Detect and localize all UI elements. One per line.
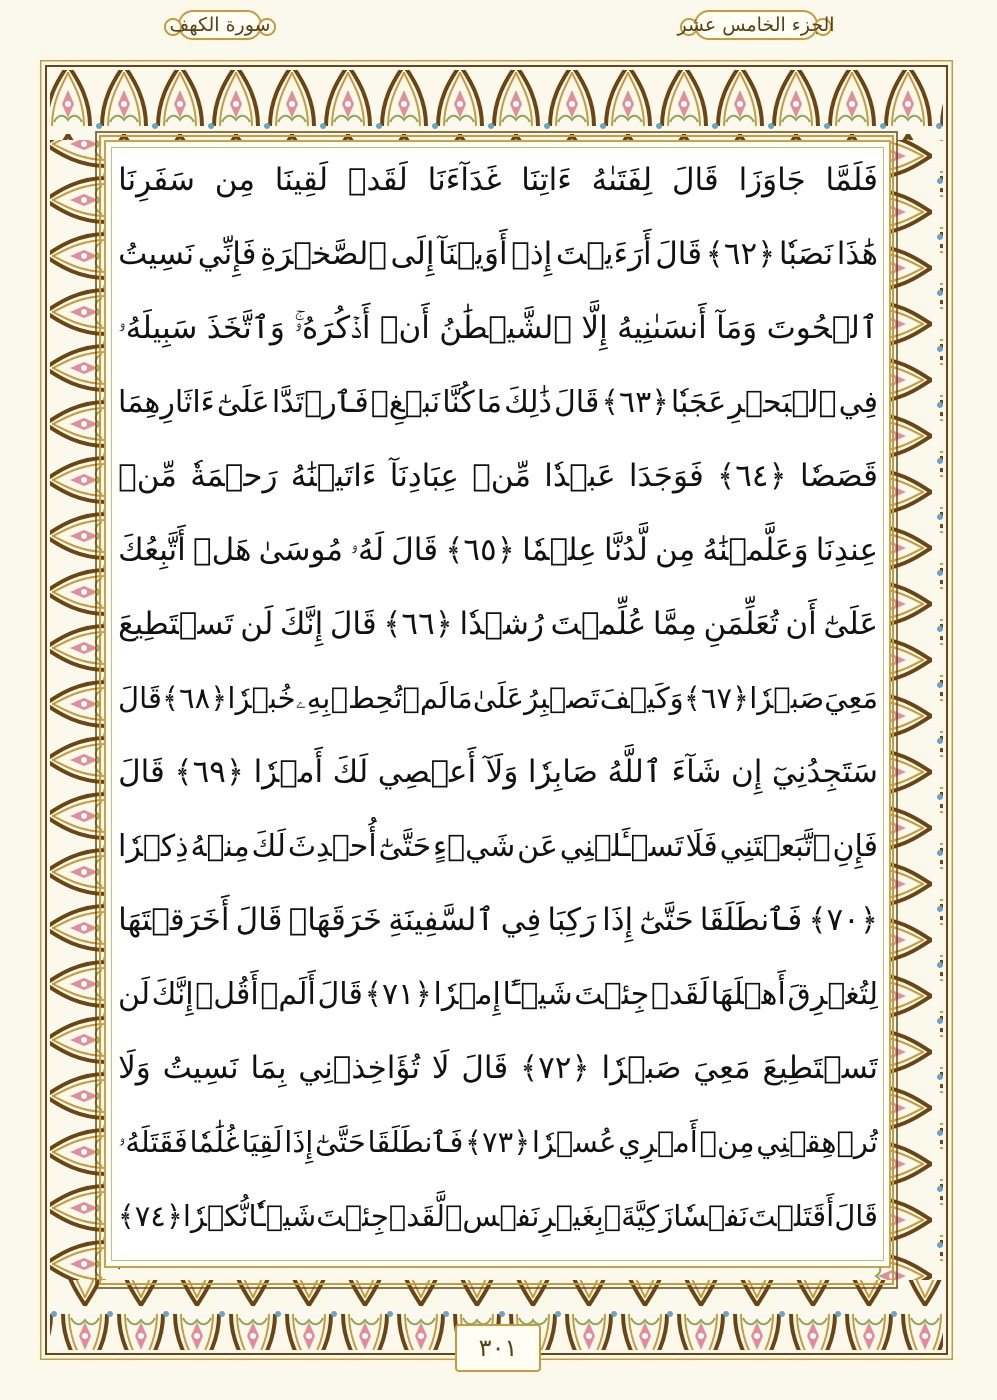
verse-word: تَسۡتَطِيعَ — [762, 1050, 878, 1086]
verse-word: وَعَلَّمۡنَٰهُ — [702, 532, 809, 568]
verse-word: شَيۡـٔٗا — [248, 1199, 317, 1233]
verse-word: صَابِرٗا — [527, 754, 598, 790]
verse-word: أَلَمۡ — [260, 976, 316, 1012]
verse-line — [118, 298, 878, 358]
verse-word: صَبۡرٗا — [601, 1050, 682, 1086]
verse-word: ﴿٧٤﴾ — [118, 1199, 183, 1233]
verse-line — [118, 964, 878, 1024]
verse-word: غَدَآءَنَا — [427, 162, 502, 198]
verse-word: حَتَّىٰٓ — [639, 902, 694, 938]
verse-line — [118, 150, 878, 210]
verse-word: حَتَّىٰٓ — [378, 828, 432, 864]
verse-word: ءَاتَيۡنَٰهُ — [290, 458, 377, 494]
verse-word: بِمَا — [250, 1050, 287, 1086]
verse-word: نَفۡسٗا — [673, 1199, 749, 1233]
verse-line — [118, 1112, 878, 1172]
verse-word: إِنَّكَ — [279, 606, 324, 642]
verse-word: وَكَيۡفَ — [599, 681, 684, 715]
verse-word: لَهُۥ — [350, 531, 385, 568]
surah-name: سورة الكهف — [169, 14, 271, 36]
verse-word: ﴿٦٦﴾ — [383, 606, 453, 642]
verse-word: فَوَجَدَا — [628, 458, 704, 494]
verse-word: ٱلصَّخۡرَةِ — [260, 236, 387, 272]
verse-word: أُحۡدِثَ — [287, 828, 377, 864]
verse-word: أَخَرَقۡتَهَا — [118, 902, 230, 938]
verse-word: إِلَى — [390, 236, 435, 272]
verse-word: نَبۡغِۚ — [370, 384, 441, 420]
verse-word: ﴿٧١﴾ — [364, 976, 432, 1012]
verse-word: ﴿٦٨﴾ — [162, 681, 228, 715]
verse-word: رَكِبَا — [547, 902, 596, 938]
verse-word: عَجَبٗا — [670, 384, 727, 420]
verse-word: جِئۡتَ — [574, 976, 650, 1012]
verse-word: سَفَرِنَا — [118, 162, 195, 198]
verse-word: فَلَا — [685, 828, 718, 864]
verse-word: عِندِنَا — [815, 532, 878, 568]
verse-word: ٱلۡبَحۡرِ — [728, 384, 837, 420]
verse-word: زَكِيَّةَۢ — [603, 1199, 674, 1233]
verse-word: عَن — [517, 828, 558, 864]
verse-word: قَصَصٗا — [799, 458, 878, 494]
verse-word: قَالَ — [834, 1199, 878, 1233]
verse-word: فِي — [838, 384, 878, 420]
verse-word: لَّقَدۡ — [388, 1199, 445, 1233]
verse-word: مِمَّا — [652, 606, 697, 642]
verse-word: أَذۡكُرَهُۥۚ — [294, 309, 371, 346]
verse-line — [118, 224, 878, 284]
verse-word: ﴿٧٠﴾ — [808, 902, 878, 938]
verse-word: قَالَ — [655, 236, 703, 272]
verse-word: فَٱنطَلَقَا — [367, 1125, 464, 1159]
verse-word: فَقَتَلَهُۥ — [118, 1124, 188, 1159]
verse-word: رَحۡمَةٗ — [190, 458, 278, 494]
verse-word: أَهۡلَهَا — [710, 976, 786, 1012]
verse-word: مَعِيَ — [693, 1050, 751, 1086]
verse-word: أَمۡرِي — [618, 1125, 698, 1159]
verse-word: قَالَ — [461, 1050, 509, 1086]
verse-line — [118, 372, 878, 432]
juz-name-cartouche — [676, 6, 836, 44]
juz-name: الجزء الخامس عشر — [677, 14, 835, 36]
verse-word: عَبۡدٗا — [544, 458, 616, 494]
verse-word: شَآءَ — [671, 754, 722, 790]
verse-word: خُبۡرٗا — [227, 681, 296, 715]
verse-word: عُسۡرٗا — [531, 1125, 617, 1159]
verse-word: مِنۡهُ — [190, 828, 250, 864]
verse-word: لَكَ — [332, 754, 369, 790]
verse-word: لَن — [118, 976, 150, 1012]
verse-word: قَالَ — [235, 902, 283, 938]
verse-word: فَإِنِّي — [197, 236, 257, 272]
verse-word: بِغَيۡرِ — [539, 1199, 604, 1233]
verse-word: مُوسَىٰ — [258, 532, 344, 568]
verse-word: إِذَا — [602, 902, 634, 938]
verse-word: مِّنۡ — [118, 458, 177, 494]
verse-word: إِن — [731, 754, 763, 790]
verse-word: أَقَتَلۡتَ — [748, 1199, 835, 1233]
verse-word: ذِكۡرٗا — [118, 828, 189, 864]
verse-word: أَقُلۡ — [195, 976, 259, 1012]
verse-lines — [118, 150, 878, 1260]
verse-word: ءَاتِنَا — [521, 162, 572, 198]
verse-word: حَتَّىٰٓ — [315, 1125, 366, 1159]
verse-word: ﴿٧٢﴾ — [519, 1050, 590, 1086]
verse-word: لَقَدۡ — [347, 162, 408, 198]
verse-line — [118, 1186, 878, 1246]
verse-word: جِئۡتَ — [316, 1199, 389, 1233]
verse-word: ﴿٦٩﴾ — [174, 754, 245, 790]
verse-word: ذَٰلِكَ — [504, 384, 552, 420]
verse-word: إِنَّكَ — [151, 976, 194, 1012]
verse-word: قَالَ — [671, 162, 719, 198]
verse-word: وَلَآ — [485, 754, 519, 790]
verse-word: نَسِيتُ — [162, 1050, 239, 1086]
verse-word: لَا — [431, 1050, 450, 1086]
verse-word: فَٱرۡتَدَّا — [271, 384, 369, 420]
verse-word: سَتَجِدُنِيٓ — [771, 754, 878, 790]
verse-word: تُرۡهِقۡنِي — [756, 1125, 878, 1159]
verse-word: قَالَ — [329, 606, 377, 642]
verse-word: جَاوَزَا — [738, 162, 806, 198]
verse-word: مَعِيَ — [824, 681, 878, 715]
verse-line — [118, 742, 878, 802]
verse-word: عَلَىٰ — [472, 681, 524, 715]
verse-word: ﴿٦٣﴾ — [601, 384, 669, 420]
verse-word: فَلَمَّا — [825, 162, 878, 198]
verse-word: كُنَّا — [442, 384, 475, 420]
verse-word: ﴿٧٣﴾ — [465, 1125, 531, 1159]
verse-line — [118, 890, 878, 950]
verse-word: تُعَلِّمَنِ — [703, 606, 779, 642]
verse-word: إِمۡرٗا — [433, 976, 501, 1012]
verse-word: شَيۡءٍ — [433, 828, 516, 864]
verse-word: قَالَ — [554, 384, 600, 420]
verse-word: إِلَّا — [581, 310, 608, 346]
verse-word: قَالَ — [118, 754, 165, 790]
verse-word: سَبِيلَهُۥ — [118, 309, 198, 346]
verse-word: عُلِّمۡتَ — [550, 606, 647, 642]
verse-word: لَقِينَا — [274, 162, 329, 198]
verse-word: لِفَتَىٰهُ — [591, 162, 653, 198]
verse-word: لَقِيَا — [241, 1125, 283, 1159]
verse-word: ﴿٦٥﴾ — [445, 532, 515, 568]
verse-word: شَيۡـًٔا — [502, 976, 573, 1012]
verse-word: وَٱتَّخَذَ — [206, 310, 285, 346]
verse-line — [118, 816, 878, 876]
verse-word: مَا — [476, 384, 503, 420]
verse-word: ﴿٦٧﴾ — [683, 681, 750, 715]
verse-word: أَن — [785, 606, 817, 642]
verse-word: مِن — [214, 162, 255, 198]
verse-word: فَإِنِ — [832, 828, 878, 864]
verse-line — [118, 668, 878, 728]
verse-word: ﴿٦٢﴾ — [705, 236, 776, 272]
verse-word: أَمۡرٗا — [253, 754, 324, 790]
verse-word: فَٱنطَلَقَا — [699, 902, 803, 938]
verse-word: ٱتَّبَعۡتَنِي — [719, 828, 831, 864]
verse-word: أَوَيۡنَآ — [438, 236, 508, 272]
verse-word: إِذۡ — [511, 236, 553, 272]
verse-word: غُلَٰمٗا — [189, 1125, 240, 1159]
verse-word: لَّدُنَّا — [604, 532, 648, 568]
verse-word: قَالَ — [391, 532, 439, 568]
verse-word: تَصۡبِرُ — [524, 681, 600, 715]
verse-word: إِذَا — [284, 1125, 314, 1159]
verse-word: عِلۡمٗا — [522, 532, 597, 568]
verse-word: وَمَآ — [716, 310, 758, 346]
verse-word: قَالَ — [317, 976, 363, 1012]
page-number: ٣٠١ — [455, 1324, 541, 1372]
verse-word: نُّكۡرٗا — [182, 1199, 249, 1233]
verse-word: فِي — [500, 902, 542, 938]
verse-word: ٱلشَّيۡطَٰنُ — [439, 310, 572, 346]
verse-line — [118, 594, 878, 654]
verse-word: عِبَادِنَآ — [389, 458, 459, 494]
verse-word: نَفۡسٖ — [444, 1199, 540, 1233]
verse-word: لَقَدۡ — [651, 976, 710, 1012]
verse-word: مِّنۡ — [472, 458, 532, 494]
verse-word: وَلَا — [118, 1050, 151, 1086]
verse-word: خَرَقَهَاۖ — [288, 902, 383, 938]
verse-word: ءَاثَارِهِمَا — [118, 384, 215, 420]
verse-word: قَالَ — [118, 681, 162, 715]
verse-word: بِهِۦ — [295, 680, 331, 715]
verse-word: مِن — [654, 532, 696, 568]
verse-word: ٱللَّهُ — [607, 754, 662, 790]
verse-word: أَرَءَيۡتَ — [555, 236, 652, 272]
verse-word: عَلَىٰٓ — [823, 606, 878, 642]
verse-word: ٱلۡحُوتَ — [766, 310, 878, 346]
verse-word: لَن — [240, 606, 274, 642]
verse-word: نَسِيتُ — [118, 236, 195, 272]
verse-word: مَا — [448, 681, 473, 715]
verse-word: أَنۡ — [379, 310, 430, 346]
verse-word: لَكَ — [251, 828, 286, 864]
surah-name-cartouche — [160, 6, 280, 44]
verse-word: لِتُغۡرِقَ — [787, 976, 878, 1012]
verse-word: ٱلسَّفِينَةِ — [388, 902, 495, 938]
verse-line — [118, 1038, 878, 1098]
verse-word: تُحِطۡ — [330, 681, 403, 715]
verse-word: رُشۡدٗا — [459, 606, 544, 642]
verse-word: تُؤَاخِذۡنِي — [298, 1050, 421, 1086]
verse-word: نَصَبٗا — [778, 236, 834, 272]
verse-word: مِنۡ — [699, 1125, 755, 1159]
verse-word: أَتَّبِعُكَ — [118, 532, 186, 568]
verse-line — [118, 520, 878, 580]
verse-word: أَنسَىٰنِيهُ — [617, 310, 707, 346]
verse-word: تَسۡـَٔلۡنِي — [559, 828, 684, 864]
verse-line — [118, 446, 878, 506]
verse-word: تَسۡتَطِيعَ — [118, 606, 234, 642]
verse-word: صَبۡرٗا — [749, 681, 825, 715]
verse-word: عَلَىٰٓ — [216, 384, 270, 420]
verse-word: لَمۡ — [402, 681, 449, 715]
verse-word: ﴿٦٤﴾ — [717, 458, 787, 494]
verse-word: أَعۡصِي — [377, 754, 477, 790]
verse-word: هَٰذَا — [836, 236, 878, 272]
verse-word: هَلۡ — [192, 532, 252, 568]
